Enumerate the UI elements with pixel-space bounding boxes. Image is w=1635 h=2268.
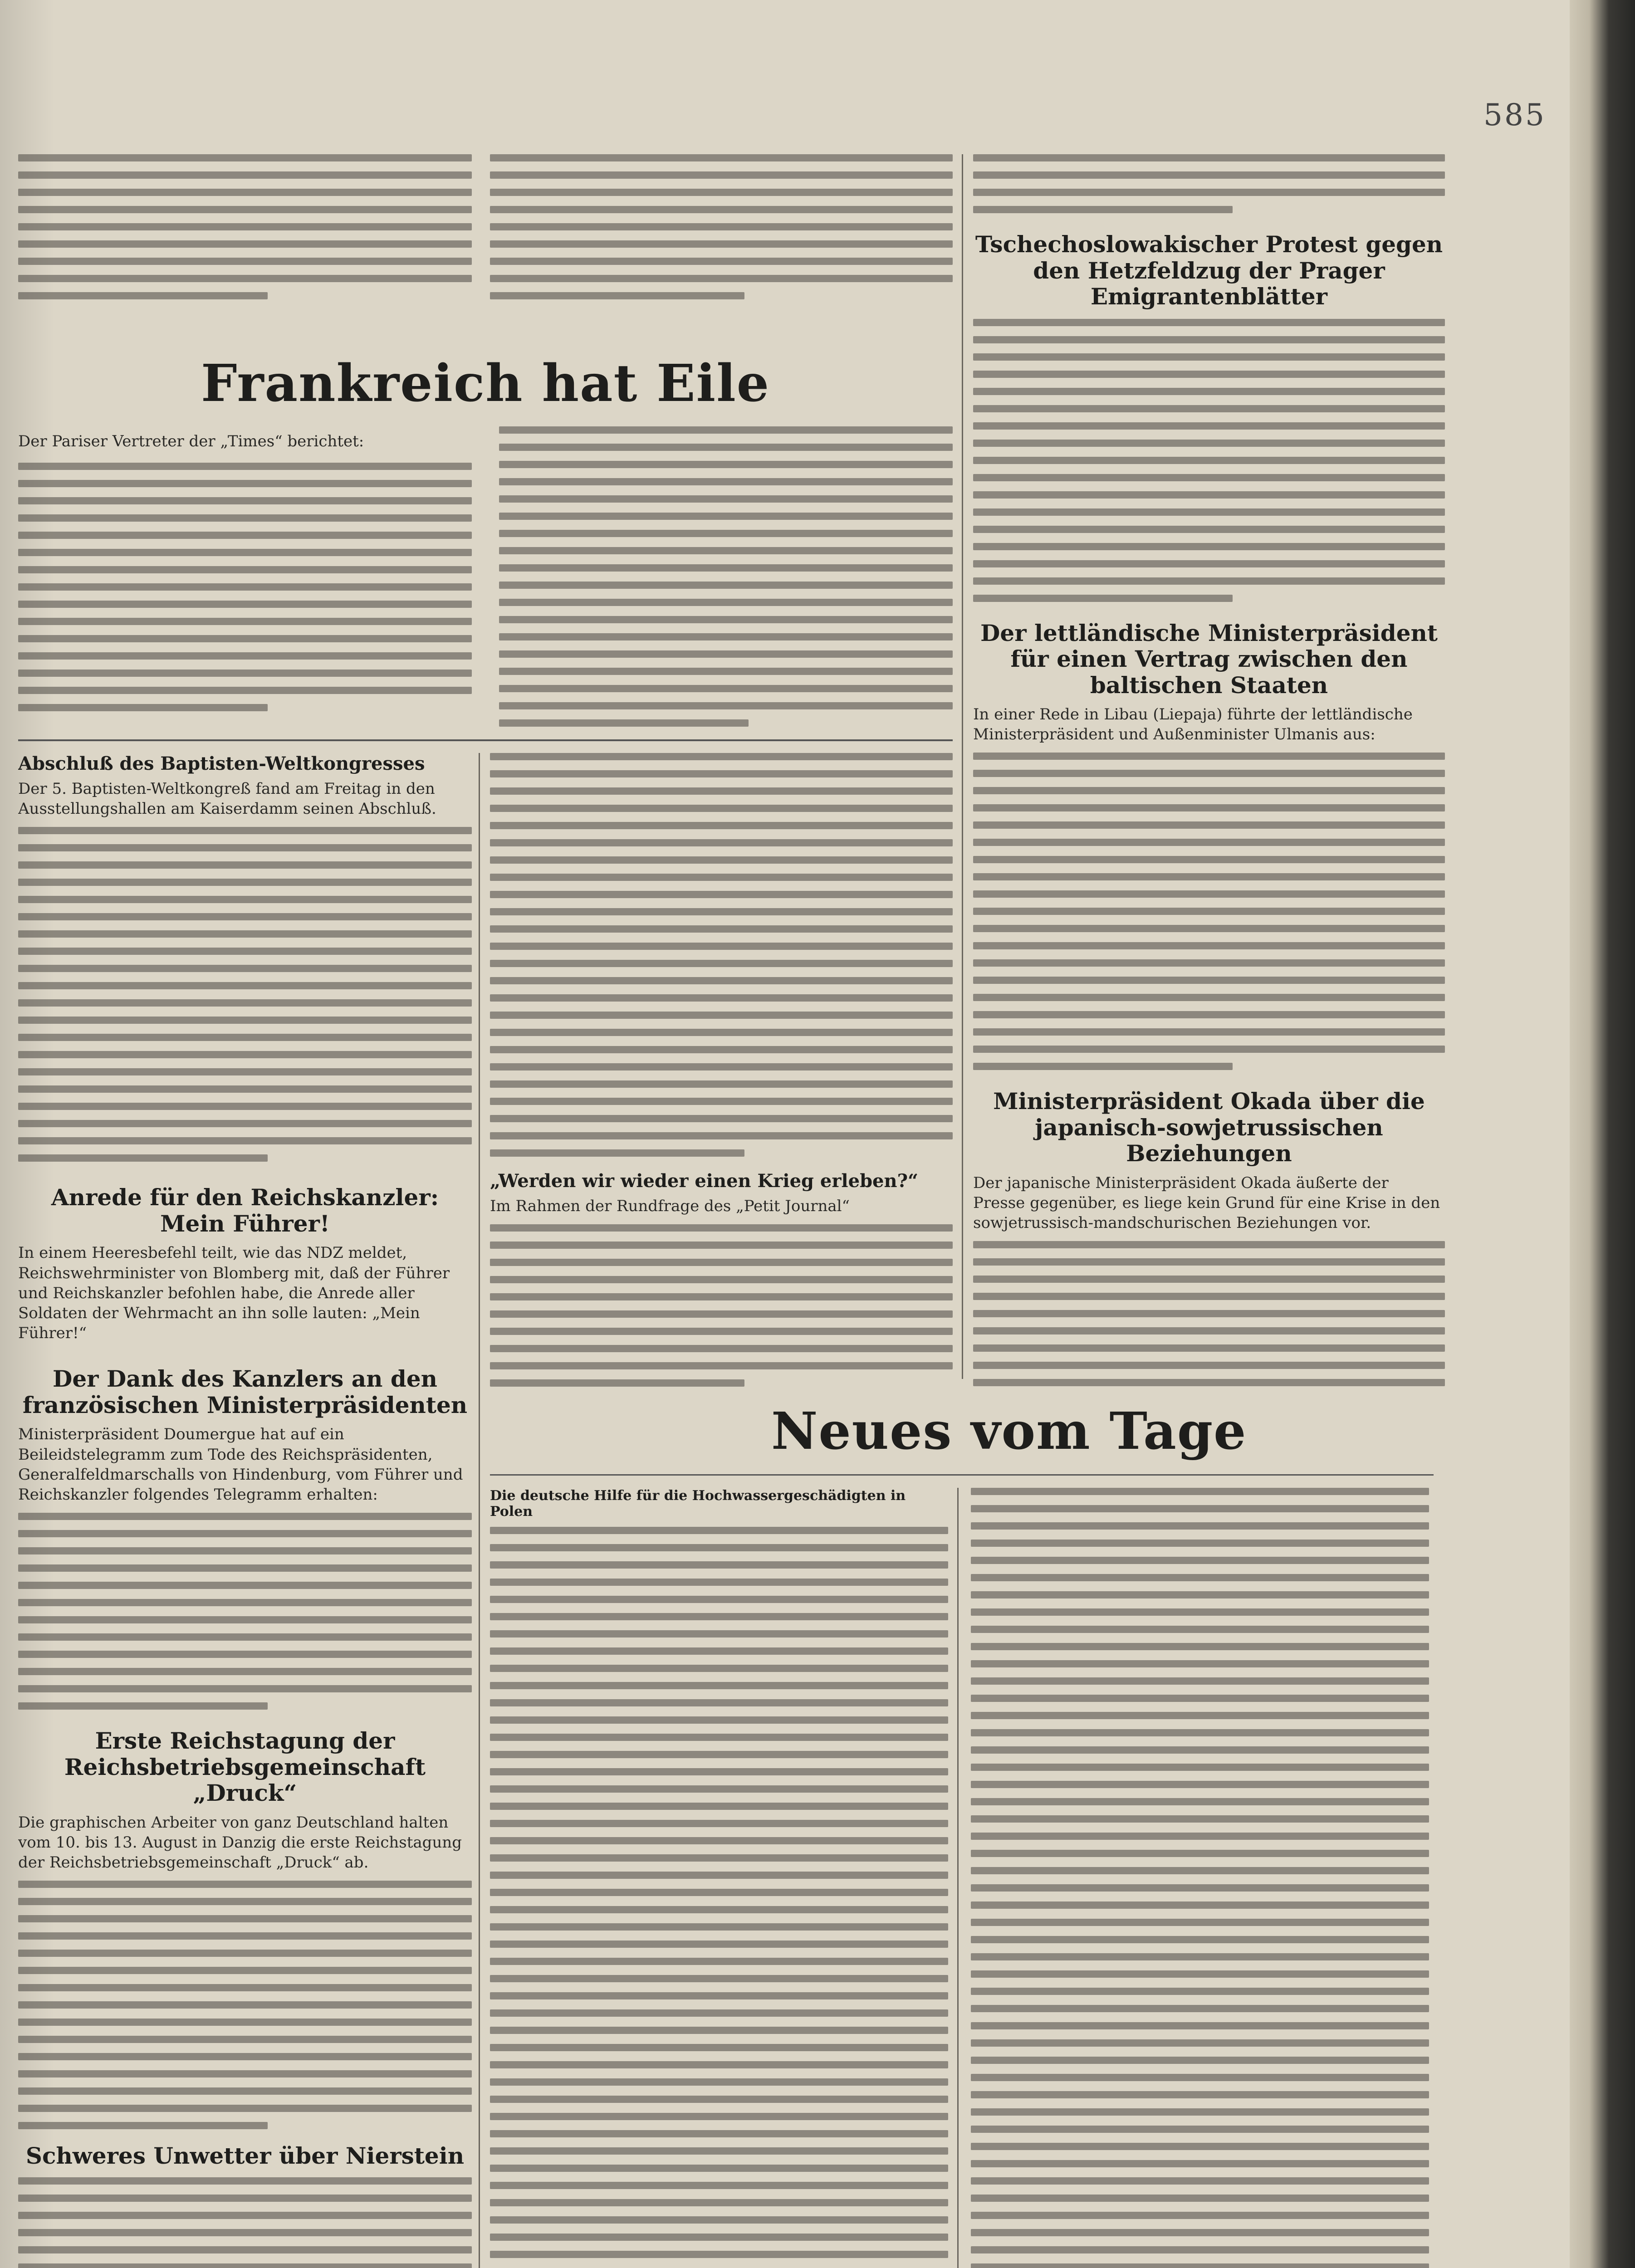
okada-article xyxy=(973,1088,1445,1388)
page-number: 585 xyxy=(1483,98,1546,132)
neues-col1 xyxy=(490,1488,948,2268)
continuation-text-left xyxy=(18,154,472,327)
section-headline: Neues vom Tage xyxy=(771,1402,1247,1461)
article-lead: Ministerpräsident Doumergue hat auf ein Beileidstelegramm zum Tode des Reichspräsidenten, Generalfeldmarschalls von Hindenburg, vom Führer und Reichskanzler folgendes Telegramm erhalten: xyxy=(18,1425,463,1504)
continuation-text-middle xyxy=(490,154,953,327)
article-lead: Der japanische Ministerpräsident Okada äußerte der Presse gegenüber, es liege kein Grund für eine Krise in den sowjetrussisch-mandschurischen Beziehungen vor. xyxy=(973,1173,1440,1232)
article-lead: Im Rahmen der Rundfrage des „Petit Journal“ xyxy=(490,1197,850,1215)
column-divider-left xyxy=(479,753,480,2268)
frankreich-article xyxy=(18,349,953,739)
item-headline: Die deutsche Hilfe für die Hochwassergeschädigten in Polen xyxy=(490,1488,906,1520)
article-headline: Anrede für den Reichskanzler: Mein Führer! xyxy=(51,1184,439,1237)
unwetter-article xyxy=(18,2143,472,2268)
body-text xyxy=(490,154,953,309)
article-headline: Ministerpräsident Okada über die japanisch-sowjetrussischen Beziehungen xyxy=(993,1088,1425,1167)
article-lead: Die graphischen Arbeiter von ganz Deutschland halten vom 10. bis 13. August in Danzig die erste Reichstagung der Reichsbetriebsgemeinschaft „Druck“ ab. xyxy=(18,1813,462,1872)
krieg-article xyxy=(490,1170,953,1387)
body-text xyxy=(973,1241,1445,1388)
article-headline: Abschluß des Baptisten-Weltkongresses xyxy=(18,753,425,774)
right-column xyxy=(973,154,1445,1388)
middle-column-upper xyxy=(490,753,953,1388)
left-column xyxy=(18,753,472,2268)
body-text xyxy=(490,1224,953,1387)
body-text xyxy=(18,154,472,309)
body-text xyxy=(973,753,1445,1070)
column-divider-right xyxy=(962,154,963,1379)
neues-vom-tage-section xyxy=(490,1402,1434,2268)
article-lead: In einem Heeresbefehl teilt, wie das NDZ meldet, Reichswehrminister von Blomberg mit, daß der Führer und Reichskanzler befohlen habe, die Anrede aller Soldaten der Wehrmacht an ihn solle lauten: „Mein Führer!“ xyxy=(18,1244,450,1343)
article-lead: Der 5. Baptisten-Weltkongreß fand am Freitag in den Ausstellungshallen am Kaiserdamm seinen Abschluß. xyxy=(18,780,436,818)
anrede-article xyxy=(18,1184,472,1343)
article-body-col2 xyxy=(499,426,953,737)
article-headline: Schweres Unwetter über Nierstein xyxy=(25,2142,465,2170)
article-headline: Tschechoslowakischer Protest gegen den Hetzfeldzug der Prager Emigrantenblätter xyxy=(975,231,1443,310)
dank-article xyxy=(18,1366,472,1710)
body-text xyxy=(973,319,1445,602)
continuation-text-right xyxy=(973,154,1445,213)
section-rule xyxy=(490,1474,1434,1476)
article-headline: Der lettländische Ministerpräsident für einen Vertrag zwischen den baltischen Staaten xyxy=(980,619,1438,699)
unwetter-continued xyxy=(490,753,953,1157)
page-edge-shadow xyxy=(1570,0,1635,2268)
article-body-col1 xyxy=(18,463,472,721)
body-text xyxy=(18,2177,472,2268)
section-divider xyxy=(18,739,953,741)
baptisten-article xyxy=(18,753,472,1162)
article-lead: In einer Rede in Libau (Liepaja) führte der lettländische Ministerpräsident und Außenminister Ulmanis aus: xyxy=(973,705,1413,744)
article-headline: „Werden wir wieder einen Krieg erleben?“ xyxy=(490,1170,919,1192)
article-headline: Frankreich hat Eile xyxy=(201,354,770,413)
neues-col2 xyxy=(971,1488,1429,2268)
column-divider-neues xyxy=(957,1488,959,2268)
tschecho-article xyxy=(973,231,1445,602)
lettland-article xyxy=(973,620,1445,1070)
article-headline: Der Dank des Kanzlers an den französischen Ministerpräsidenten xyxy=(22,1365,468,1418)
body-text xyxy=(18,1513,472,1710)
body-text xyxy=(18,1881,472,2129)
reichstagung-article xyxy=(18,1728,472,2129)
body-text xyxy=(18,827,472,1162)
article-headline: Erste Reichstagung der Reichsbetriebsgemeinschaft „Druck“ xyxy=(64,1727,426,1807)
body-text xyxy=(490,1527,948,2268)
article-lead: Der Pariser Vertreter der „Times“ berichtet: xyxy=(18,432,364,450)
